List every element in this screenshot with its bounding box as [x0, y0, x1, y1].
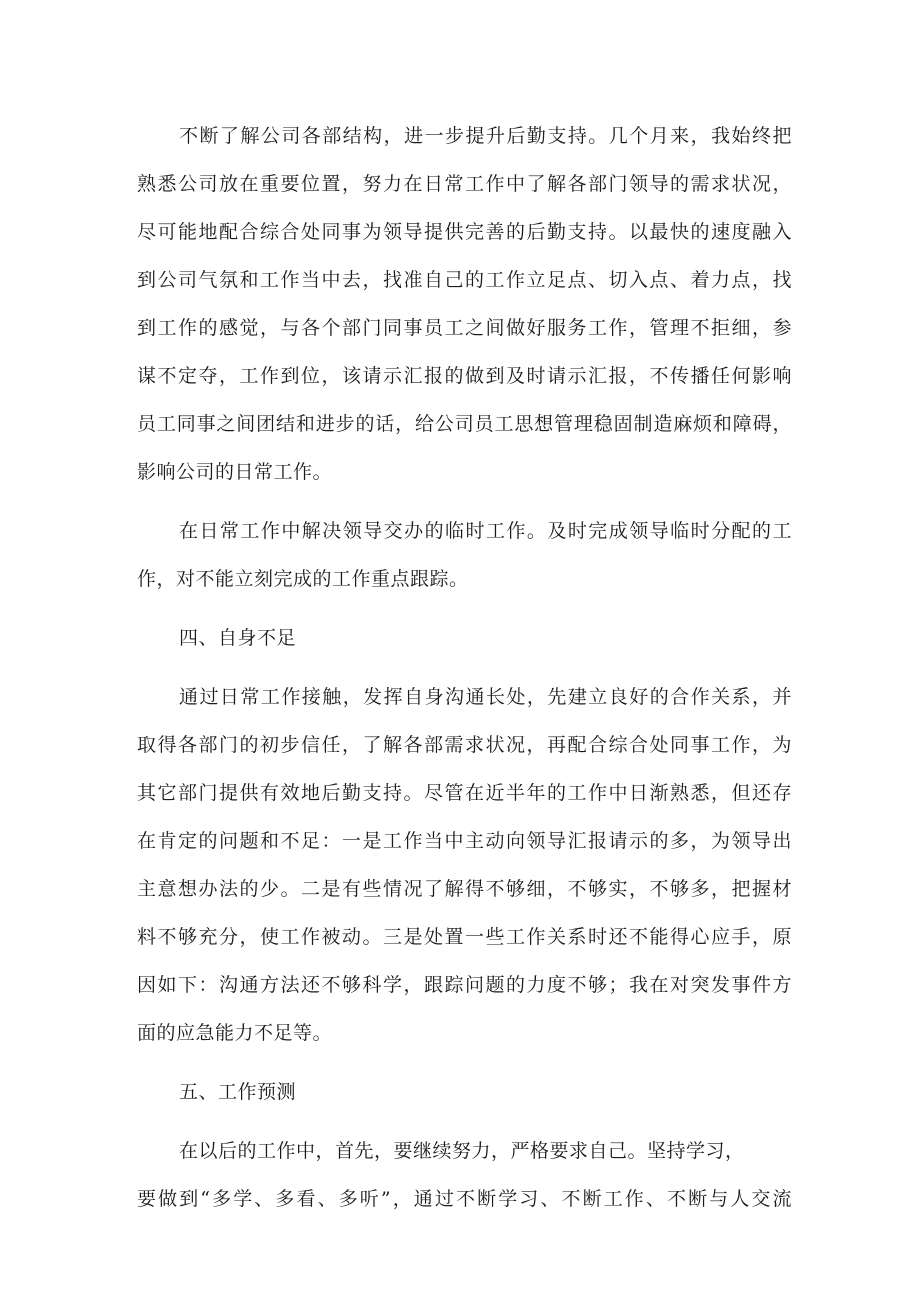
text-line: 到公司气氛和工作当中去，找准自己的工作立足点、切入点、着力点，找: [137, 269, 792, 291]
text-line: 通过日常工作接触，发挥自身沟通长处，先建立良好的合作关系，并: [179, 686, 792, 708]
heading-text: 四、自身不足: [179, 627, 297, 649]
text-line: 料不够充分，使工作被动。三是处置一些工作关系时还不能得心应手，原: [137, 926, 792, 948]
heading-text: 五、工作预测: [179, 1081, 297, 1103]
document-body: [137, 112, 792, 1234]
paragraph-2: [137, 507, 792, 603]
section-heading-5: [137, 1068, 792, 1116]
section-heading-4: [137, 614, 792, 662]
text-line: 不断了解公司各部结构，进一步提升后勤支持。几个月来，我始终把: [179, 125, 792, 147]
paragraph-1: [137, 112, 792, 496]
text-line: 要做到“多学、多看、多听”，通过不断学习、不断工作、不断与人交流: [137, 1188, 792, 1210]
text-line: 面的应急能力不足等。: [137, 1022, 333, 1044]
text-line: 其它部门提供有效地后勤支持。尽管在近半年的工作中日渐熟悉，但还存: [137, 782, 792, 804]
text-line: 在以后的工作中，首先，要继续努力，严格要求自己。坚持学习，: [179, 1140, 745, 1162]
text-line: 在日常工作中解决领导交办的临时工作。及时完成领导临时分配的工: [179, 520, 792, 542]
text-line: 取得各部门的初步信任，了解各部需求状况，再配合综合处同事工作，为: [137, 734, 792, 756]
text-line: 谋不定夺，工作到位，该请示汇报的做到及时请示汇报，不传播任何影响: [137, 365, 792, 387]
text-line: 在肯定的问题和不足：一是工作当中主动向领导汇报请示的多，为领导出: [137, 830, 792, 852]
text-line: 到工作的感觉，与各个部门同事员工之间做好服务工作，管理不拒细，参: [137, 317, 792, 339]
text-line: 因如下：沟通方法还不够科学，跟踪问题的力度不够；我在对突发事件方: [137, 974, 792, 996]
text-line: 主意想办法的少。二是有些情况了解得不够细，不够实，不够多，把握材: [137, 878, 792, 900]
text-line: 作，对不能立刻完成的工作重点跟踪。: [137, 568, 469, 590]
text-line: 影响公司的日常工作。: [137, 461, 333, 483]
text-line: 尽可能地配合综合处同事为领导提供完善的后勤支持。以最快的速度融入: [137, 221, 792, 243]
text-line: 员工同事之间团结和进步的话，给公司员工思想管理稳固制造麻烦和障碍，: [137, 413, 792, 435]
paragraph-3: [137, 673, 792, 1057]
text-line: 熟悉公司放在重要位置，努力在日常工作中了解各部门领导的需求状况，: [137, 173, 792, 195]
paragraph-4: [137, 1127, 792, 1223]
